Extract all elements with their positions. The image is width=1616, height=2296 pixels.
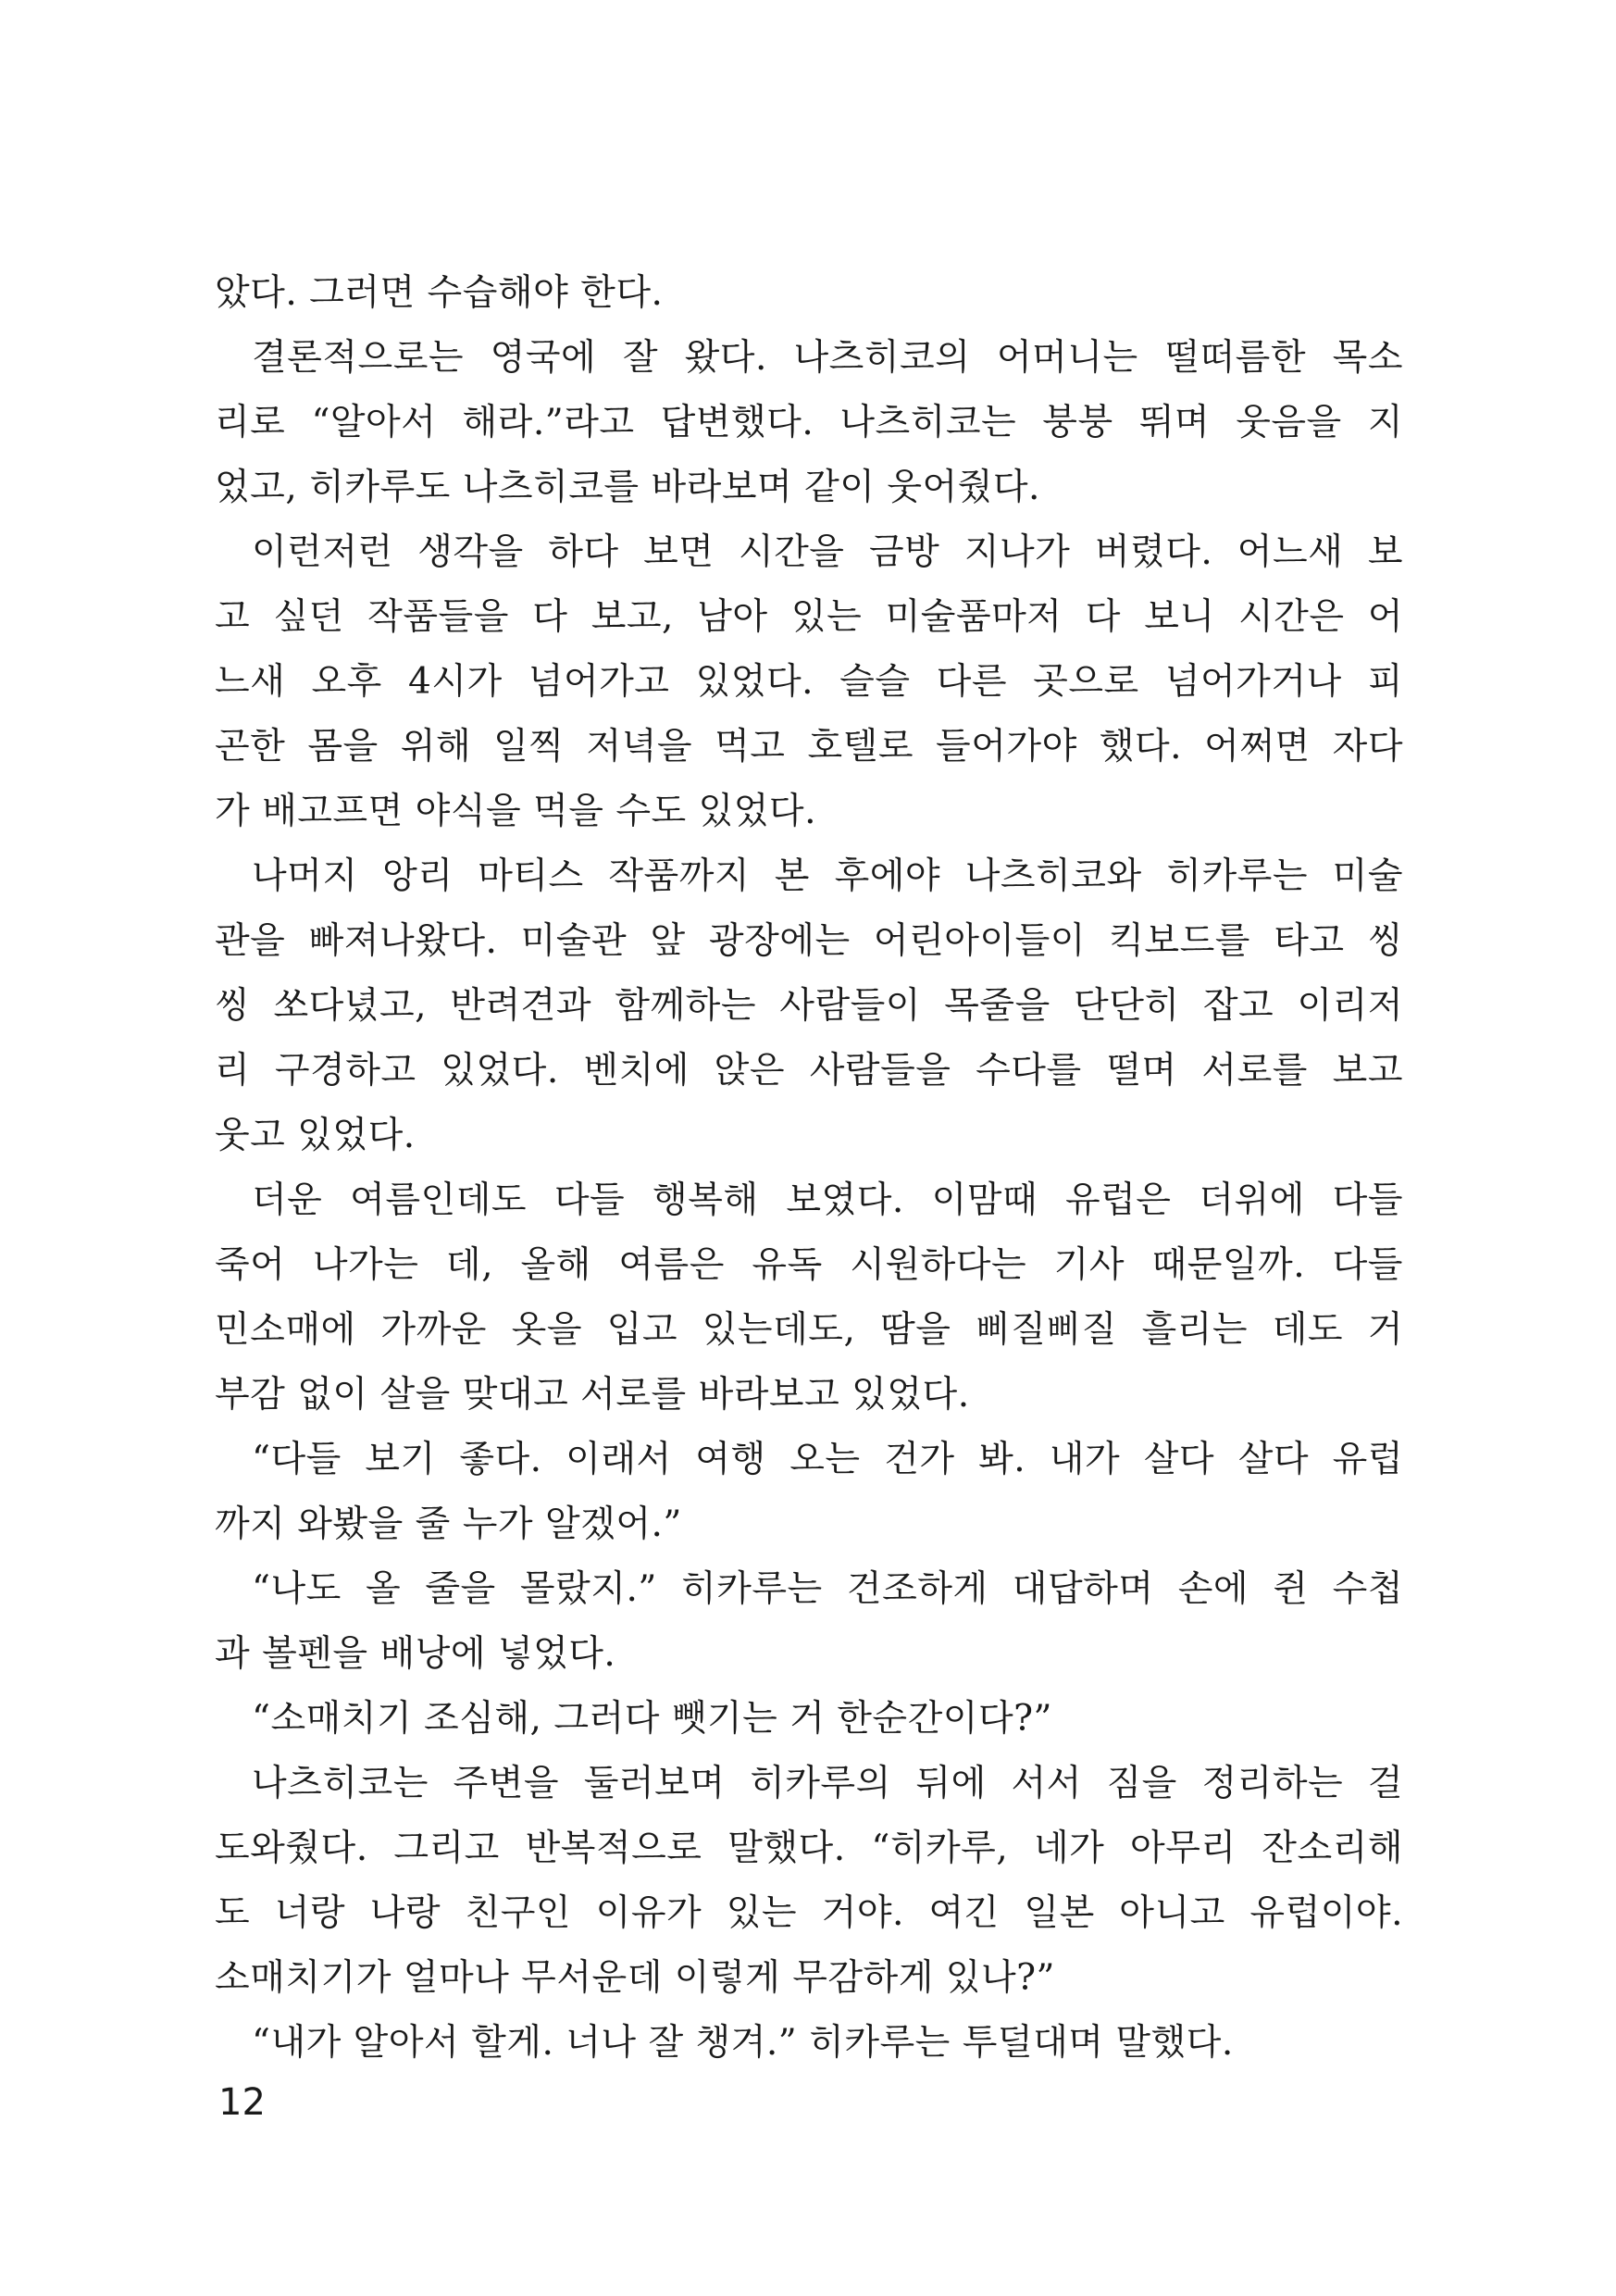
text-line: 이런저런 생각을 하다 보면 시간을 금방 지나가 버렸다. 어느새 보 <box>252 531 1403 573</box>
text-line: 관을 빠져나왔다. 미술관 앞 광장에는 어린아이들이 킥보드를 타고 씽 <box>215 920 1403 962</box>
text-line: “다들 보기 좋다. 이래서 여행 오는 건가 봐. 내가 살다 살다 유럽 <box>252 1439 1403 1480</box>
text-line: 웃고 있었다. <box>215 1115 416 1156</box>
text-line: 었고, 히카루도 나츠히코를 바라보며 같이 웃어줬다. <box>215 467 1040 508</box>
text-line: “내가 알아서 할게. 너나 잘 챙겨.” 히카루는 투덜대며 말했다. <box>252 2022 1234 2064</box>
text-line: “나도 올 줄을 몰랐지.” 히카루는 건조하게 대답하며 손에 쥔 수첩 <box>252 1568 1403 1610</box>
text-line: 부감 없이 살을 맞대고 서로를 바라보고 있었다. <box>215 1374 970 1416</box>
text-line: 나머지 앙리 마티스 작품까지 본 후에야 나츠히코와 히카루는 미술 <box>252 855 1403 897</box>
text-line: 가 배고프면 야식을 먹을 수도 있었다. <box>215 791 816 832</box>
page-body <box>215 261 1403 2076</box>
text-line: 리 구경하고 있었다. 벤치에 앉은 사람들을 수다를 떨며 서로를 보고 <box>215 1050 1403 1092</box>
page-number: 12 <box>218 2081 266 2124</box>
text-line: 죽어 나가는 데, 올해 여름은 유독 시원하다는 기사 때문일까. 다들 <box>215 1244 1403 1286</box>
text-line: 씽 쏘다녔고, 반려견과 함께하는 사람들이 목줄을 단단히 잡고 이리저 <box>215 985 1403 1027</box>
text-line: “소매치기 조심해, 그러다 뺏기는 거 한순간이다?” <box>252 1698 1052 1740</box>
text-line: 았다. 그러면 수습해야 한다. <box>215 272 664 314</box>
text-line: 느새 오후 4시가 넘어가고 있었다. 슬슬 다른 곳으로 넘어가거나 피 <box>215 661 1403 703</box>
text-line: 더운 여름인데도 다들 행복해 보였다. 이맘때 유럽은 더위에 다들 <box>252 1179 1403 1221</box>
text-line: 고 싶던 작품들을 다 보고, 남아 있는 미술품마저 다 보니 시간은 어 <box>215 596 1403 638</box>
text-line: 곤한 몸을 위해 일찍 저녁을 먹고 호텔로 들어가야 했다. 어쩌면 자다 <box>215 726 1403 767</box>
text-line: 리로 “알아서 해라.”라고 답변했다. 나츠히코는 붕붕 뛰며 웃음을 지 <box>215 402 1403 443</box>
text-line: 소매치기가 얼마나 무서운데 이렇게 무감하게 있나?” <box>215 1957 1055 1999</box>
text-line: 도와줬다. 그리고 반복적으로 말했다. “히카루, 네가 아무리 잔소리해 <box>215 1828 1403 1869</box>
text-line: 나츠히코는 주변을 둘러보며 히카루의 뒤에 서서 짐을 정리하는 걸 <box>252 1763 1403 1804</box>
text-line: 결론적으로는 영국에 잘 왔다. 나츠히코의 어머니는 떨떠름한 목소 <box>252 337 1403 379</box>
text-line: 까지 와봤을 줄 누가 알겠어.” <box>215 1504 682 1545</box>
text-line: 도 너랑 나랑 친구인 이유가 있는 거야. 여긴 일본 아니고 유럽이야. <box>215 1892 1403 1934</box>
text-line: 민소매에 가까운 옷을 입고 있는데도, 땀을 삐질삐질 흘리는 데도 거 <box>215 1309 1403 1351</box>
text-line: 과 볼펜을 배낭에 넣었다. <box>215 1633 616 1675</box>
